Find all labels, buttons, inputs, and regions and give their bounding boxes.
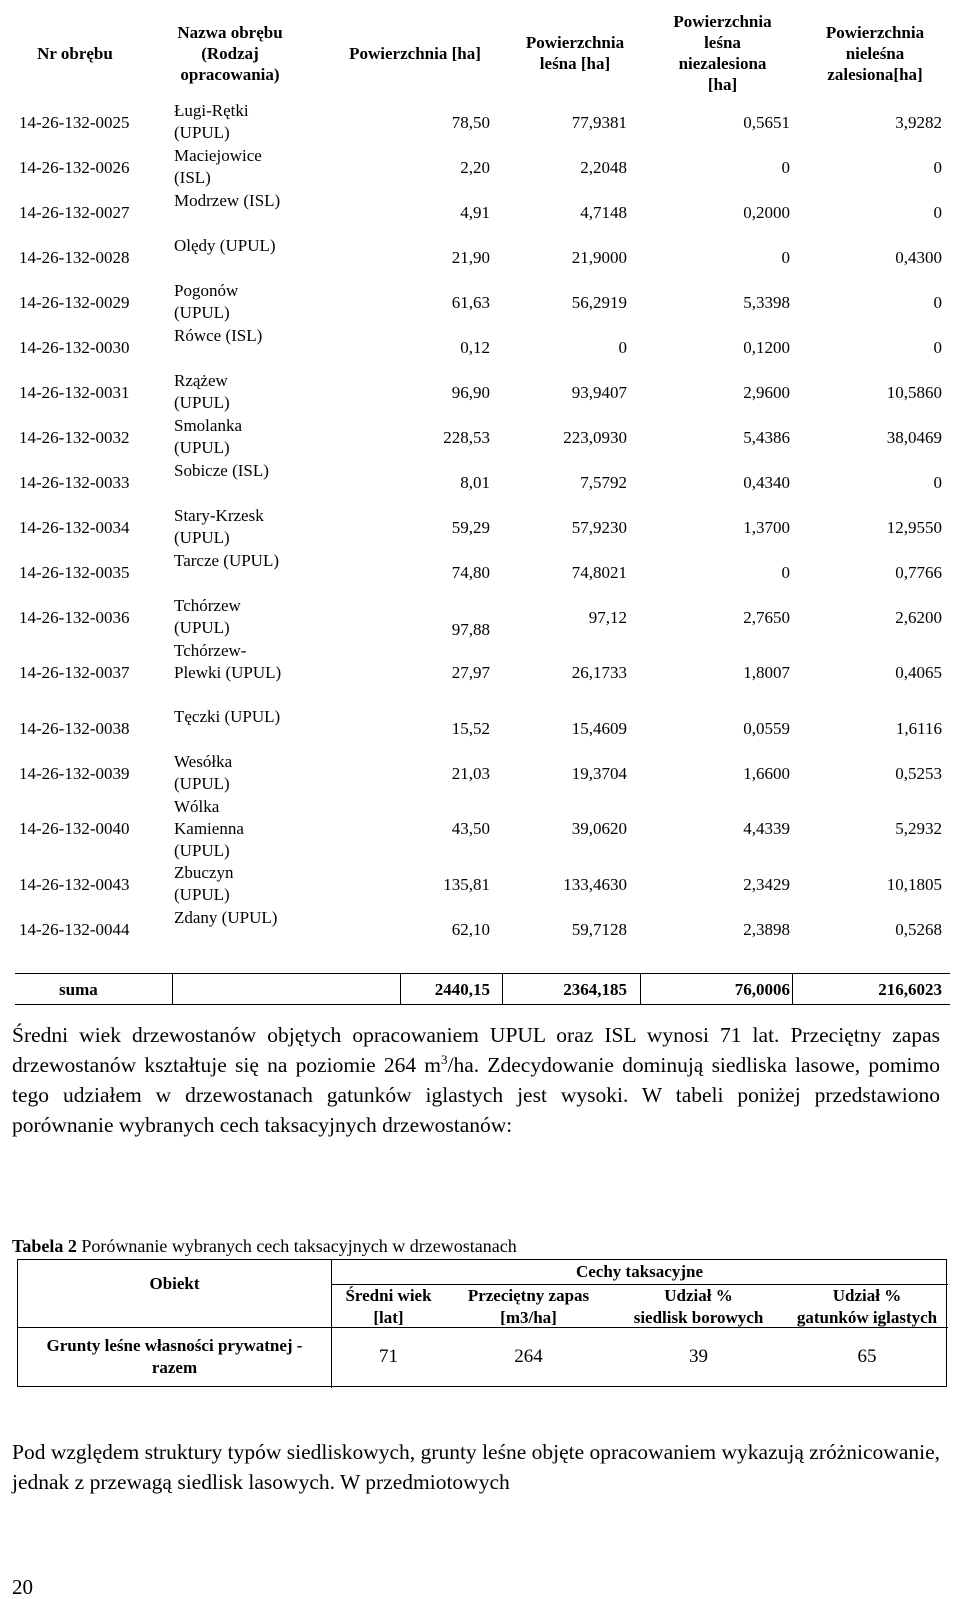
cell-lesna: 59,7128: [571, 920, 627, 939]
header-iglaste: Udział % gatunków iglastych: [796, 1286, 938, 1327]
cell-name: Wólka Kamienna (UPUL): [174, 797, 244, 860]
cell-niezalesiona: 1,8007: [743, 663, 790, 682]
cell-lesna: 93,9407: [571, 383, 627, 402]
cell-pow: 2,20: [460, 158, 490, 177]
cell-lesna: 223,0930: [563, 428, 627, 447]
value-wiek: 71: [379, 1346, 398, 1367]
cell-niezalesiona: 0,5651: [743, 113, 790, 132]
table-row: [15, 796, 950, 862]
cell-nr: 14-26-132-0027: [19, 203, 130, 222]
table-row: [15, 100, 950, 145]
cell-nielesna: 0,4065: [895, 663, 942, 682]
cell-lesna: 21,9000: [571, 248, 627, 267]
cell-niezalesiona: 0,4340: [743, 473, 790, 492]
cell-niezalesiona: 2,7650: [743, 608, 790, 627]
cell-nr: 14-26-132-0026: [19, 158, 130, 177]
table-row: [15, 370, 950, 415]
cell-pow: 0,12: [460, 338, 490, 357]
cell-nr: 14-26-132-0043: [19, 875, 130, 894]
cell-lesna: 7,5792: [580, 473, 627, 492]
table-row: [15, 235, 950, 280]
table-row: [15, 550, 950, 595]
cell-nielesna: 3,9282: [895, 113, 942, 132]
cell-pow: 97,88: [451, 620, 490, 639]
cell-name: Tarcze (UPUL): [174, 551, 280, 570]
header-cechy: Cechy taksacyjne: [575, 1262, 703, 1281]
table-header: [15, 8, 950, 98]
cell-pow: 43,50: [451, 819, 490, 838]
sum-label: suma: [59, 980, 98, 999]
cell-niezalesiona: 5,4386: [743, 428, 790, 447]
cell-nielesna: 10,5860: [886, 383, 942, 402]
cell-niezalesiona: 0,1200: [743, 338, 790, 357]
cell-nielesna: 0: [933, 293, 942, 312]
cell-nr: 14-26-132-0044: [19, 920, 130, 939]
cell-nr: 14-26-132-0033: [19, 473, 130, 492]
cell-pow: 27,97: [451, 663, 490, 682]
cell-nr: 14-26-132-0040: [19, 819, 130, 838]
cell-nielesna: 1,6116: [895, 719, 942, 738]
cell-lesna: 26,1733: [571, 663, 627, 682]
cell-nielesna: 0,7766: [895, 563, 942, 582]
sum-divider: [172, 974, 173, 1004]
cell-lesna: 4,7148: [580, 203, 627, 222]
header-nr: Nr obrębu: [37, 43, 113, 63]
cell-pow: 59,29: [451, 518, 490, 537]
cell-pow: 62,10: [451, 920, 490, 939]
cell-nielesna: 0,4300: [895, 248, 942, 267]
cell-niezalesiona: 0,0559: [743, 719, 790, 738]
header-nielesna: Powierzchnia nieleśna zalesiona[ha]: [825, 22, 925, 84]
cell-pow: 21,90: [451, 248, 490, 267]
cell-nielesna: 0: [933, 473, 942, 492]
cell-nr: 14-26-132-0025: [19, 113, 130, 132]
cell-name: Tchórzew (UPUL): [174, 596, 241, 637]
cell-lesna: 0: [618, 338, 627, 357]
cell-lesna: 15,4609: [571, 719, 627, 738]
cell-niezalesiona: 1,3700: [743, 518, 790, 537]
cell-nielesna: 0,5268: [895, 920, 942, 939]
cell-nr: 14-26-132-0029: [19, 293, 130, 312]
sum-divider: [640, 974, 641, 1004]
cell-pow: 135,81: [443, 875, 490, 894]
cell-nielesna: 0: [933, 338, 942, 357]
cell-nr: 14-26-132-0034: [19, 518, 130, 537]
cell-pow: 15,52: [451, 719, 490, 738]
sum-divider: [792, 974, 793, 1004]
table-row: [15, 190, 950, 235]
table2-caption: Tabela 2 Porównanie wybranych cech taksacyjnych w drzewostanach: [12, 1236, 517, 1256]
sum-divider: [400, 974, 401, 1004]
sum-divider: [502, 974, 503, 1004]
paragraph-stand-stats: Średni wiek drzewostanów objętych opracowaniem UPUL oraz ISL wynosi 71 lat. Przeciętny zapas drzewostanów kształtuje się na poziomie 264 $m^3/ha$. Zdecydowanie dominują siedliska lasowe, pomimo tego udziałem w drzewostanach gatunków iglastych jest wysoki. W tabeli poniżej przedstawiono porównanie wybranych cech taksacyjnych drzewostanów:: [12, 1023, 940, 1137]
cell-lesna: 133,4630: [563, 875, 627, 894]
cell-name: Tęczki (UPUL): [174, 707, 281, 726]
cell-nr: 14-26-132-0039: [19, 764, 130, 783]
cell-nielesna: 2,6200: [895, 608, 942, 627]
cell-niezalesiona: 2,9600: [743, 383, 790, 402]
header-niezalesiona: Powierzchnia leśna niezalesiona [ha]: [673, 12, 772, 94]
cell-name: Sobicze (ISL): [174, 461, 269, 480]
sum-lesna: 2364,185: [563, 980, 627, 999]
cell-nr: 14-26-132-0030: [19, 338, 130, 357]
cell-pow: 96,90: [451, 383, 490, 402]
cell-pow: 61,63: [451, 293, 490, 312]
cell-pow: 74,80: [451, 563, 490, 582]
cell-niezalesiona: 5,3398: [743, 293, 790, 312]
table-row: [15, 751, 950, 796]
table-row: [15, 640, 950, 706]
paragraph-habitat: Pod względem struktury typów siedliskowych, grunty leśne objęte opracowaniem wykazują zróżnicowanie, jednak z przewagą siedlisk lasowych. W przedmiotowych: [12, 1440, 940, 1494]
cell-nr: 14-26-132-0037: [19, 663, 130, 682]
table-row: [15, 706, 950, 751]
header-pow: Powierzchnia [ha]: [349, 43, 481, 63]
sum-pow: 2440,15: [434, 980, 490, 999]
cell-name: Modrzew (ISL): [174, 191, 281, 210]
cell-nr: 14-26-132-0028: [19, 248, 130, 267]
obreby-table: [15, 8, 950, 999]
cell-name: Pogonów (UPUL): [174, 281, 239, 322]
table-row: [15, 145, 950, 190]
cell-nielesna: 38,0469: [886, 428, 942, 447]
cell-niezalesiona: 0: [781, 248, 790, 267]
cell-name: Stary-Krzesk (UPUL): [174, 506, 264, 547]
cell-lesna: 77,9381: [571, 113, 627, 132]
cell-nielesna: 5,2932: [895, 819, 942, 838]
cell-niezalesiona: 4,4339: [743, 819, 790, 838]
page-number: 20: [12, 1575, 33, 1599]
cell-niezalesiona: 0: [781, 563, 790, 582]
cell-name: Rówce (ISL): [174, 326, 263, 345]
cell-name: Ługi-Rętki (UPUL): [174, 101, 249, 142]
cell-lesna: 56,2919: [571, 293, 627, 312]
cell-pow: 228,53: [443, 428, 490, 447]
table-row: [15, 460, 950, 505]
cell-name: Smolanka (UPUL): [174, 416, 242, 457]
header-lesna: Powierzchnia leśna [ha]: [525, 33, 625, 73]
cell-lesna: 57,9230: [571, 518, 627, 537]
cell-lesna: 19,3704: [571, 764, 627, 783]
cell-niezalesiona: 0,2000: [743, 203, 790, 222]
table-row: [15, 415, 950, 460]
cell-name: Olędy (UPUL): [174, 236, 276, 255]
cell-name: Wesółka (UPUL): [174, 752, 233, 793]
cell-nr: 14-26-132-0031: [19, 383, 130, 402]
cell-name: Zbuczyn (UPUL): [174, 863, 234, 904]
table-row: [15, 862, 950, 907]
table-row: [15, 280, 950, 325]
cell-pow: 78,50: [451, 113, 490, 132]
cell-pow: 8,01: [460, 473, 490, 492]
cell-nielesna: 12,9550: [886, 518, 942, 537]
cell-pow: 4,91: [460, 203, 490, 222]
cell-niezalesiona: 1,6600: [743, 764, 790, 783]
table-row: [15, 505, 950, 550]
cell-name: Rzążew (UPUL): [174, 371, 230, 412]
value-iglaste: 65: [857, 1346, 877, 1367]
cell-nielesna: 10,1805: [886, 875, 942, 894]
cell-nr: 14-26-132-0032: [19, 428, 130, 447]
cell-lesna: 39,0620: [571, 819, 627, 838]
value-zapas: 264: [514, 1346, 543, 1367]
cell-nr: 14-26-132-0035: [19, 563, 130, 582]
cell-niezalesiona: 0: [781, 158, 790, 177]
header-borowe: Udział % siedlisk borowych: [633, 1286, 764, 1327]
cell-niezalesiona: 2,3429: [743, 875, 790, 894]
cell-niezalesiona: 2,3898: [743, 920, 790, 939]
taxation-table: [17, 1259, 947, 1387]
cell-nielesna: 0: [933, 203, 942, 222]
header-obiekt: Obiekt: [149, 1274, 200, 1293]
cell-nielesna: 0,5253: [895, 764, 942, 783]
cell-pow: 21,03: [451, 764, 490, 783]
cell-name: Tchórzew-Plewki (UPUL): [174, 641, 282, 682]
sum-nielesna: 216,6023: [878, 980, 942, 999]
table-row: [15, 325, 950, 370]
table-row: [15, 907, 950, 952]
header-zapas: Przeciętny zapas [m3/ha]: [467, 1286, 590, 1327]
cell-name: Maciejowice (ISL): [174, 146, 262, 187]
sum-row: [15, 973, 950, 1005]
cell-lesna: 74,8021: [571, 563, 627, 582]
cell-name: Zdany (UPUL): [174, 908, 278, 927]
header-wiek: Średni wiek [lat]: [345, 1286, 432, 1327]
sum-niezalesiona: 76,0006: [734, 980, 790, 999]
value-borowe: 39: [689, 1346, 708, 1367]
cell-nr: 14-26-132-0038: [19, 719, 130, 738]
cell-nr: 14-26-132-0036: [19, 608, 130, 627]
cell-lesna: 97,12: [588, 608, 627, 627]
cell-lesna: 2,2048: [580, 158, 627, 177]
row-label: Grunty leśne własności prywatnej - razem: [46, 1336, 303, 1377]
cell-nielesna: 0: [933, 158, 942, 177]
table-row: [15, 595, 950, 640]
header-name: Nazwa obrębu (Rodzaj opracowania): [177, 22, 283, 84]
